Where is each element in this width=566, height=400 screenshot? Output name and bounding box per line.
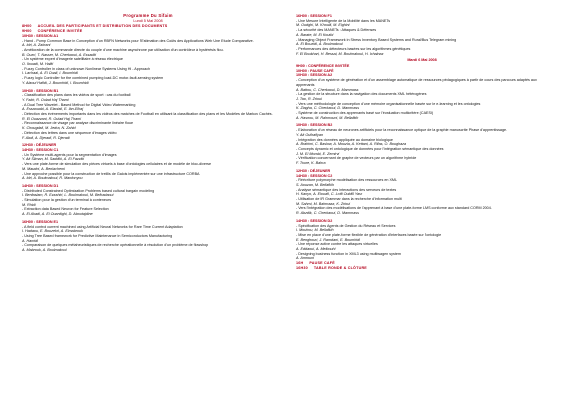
program-title: Programme Du Sifaim: [123, 13, 173, 18]
paper-title: - La sécurité des MANETs : Attaques & Défenses: [296, 28, 377, 33]
invited-talk-slot: 9H00 : CONFÉRENCE INVITÉE: [296, 64, 350, 69]
paper-authors: I. Lachaal, A. El Ouali, I. Boumhidi: [22, 71, 78, 76]
paper-title: - Managing Object Framework in Stress Inventory Based Systems and Rural/Bus Telegram mining: [296, 37, 457, 42]
session-heading: 10H30 : SESSION B2: [296, 123, 333, 128]
paper-title: - Hand - Pump Common Base in Conception d'un RBFN Networks pour l'Estimation des Coûts des Applications Web Une Etude Comparative.: [22, 38, 254, 43]
paper-authors: A. Barate, M. El Koutbi: [296, 32, 334, 37]
paper-title: - Designing business function in XML3 using multiwagen system: [296, 251, 401, 256]
session-heading: 16H00 : SESSION E1: [22, 219, 59, 224]
day-heading: Mardi 6 Mai 2008: [407, 58, 437, 63]
paper-authors: O. Ilouadi, M. Haliti: [22, 62, 54, 67]
paper-title: - Analyse sémantique des interactions des serveurs de textes: [296, 187, 397, 192]
paper-title: - Vérification concernant de graphe de vecteurs par un algorithme hybride: [296, 156, 417, 161]
closing-slot-2: [296, 266, 548, 271]
paper-title: - Détection des lettres dans une séquence d'images vidéo: [22, 130, 117, 135]
paper-authors: A. Eddaoui, A. Melbouhi: [296, 247, 336, 252]
program-date: Lundi 5 Mai 2008: [133, 18, 163, 23]
slot-time: 16H: [296, 261, 304, 266]
slot-time: 8H00: [22, 24, 32, 29]
paper-authors: A. Hamidi: [22, 238, 38, 243]
paper-authors: A. El Akadi, A. El Ouardighi, D. Aboutajdine: [22, 212, 93, 217]
paper-authors: A. Essaouabi, A. Elaoiali, E. Ibn-Elhaj: [22, 107, 84, 112]
paper-authors: K. Ziagha, C. Cherkaoui, D. Mammass: [296, 106, 360, 111]
paper-title: - Mise en place d'une plate-forme flexible de génération d'interfaces basée sur l'ontologie: [296, 232, 442, 237]
paper-title: - Une Mesure Intelligente de la Mobilité dans les MANETs: [296, 18, 391, 23]
paper-title: - Une réponse active contre les attaques virtuelles: [296, 242, 378, 247]
paper-title: - A field control current machined using Artificial Neural Networks for Rare Time Current Adaptation: [22, 224, 183, 229]
paper-authors: R. El Ouazzani, R. Oulad Haj Thami: [22, 116, 82, 121]
paper-authors: K. Chougdali, M. Jedra, N. Zahid: [22, 126, 76, 131]
slot-time: 16H30: [296, 265, 308, 270]
session-heading: 14H30 : SESSION D1: [22, 183, 59, 188]
paper-authors: A. Battou, C. Cherkaoui, D. Mammass: [296, 87, 359, 92]
paper-title: - Intégration des données appliquée au domaine biologique: [296, 137, 393, 142]
paper-title: - Extraction data Based Neuron for Feature Selection: [22, 207, 109, 212]
paper-authors: J. M. El Morabi, E. Zemirvi: [296, 151, 340, 156]
paper-authors: I. Mouhou, M. Bellafkih: [296, 228, 334, 233]
session-heading: 10H30 : SESSION B1: [22, 88, 59, 93]
paper-title: - Conception d'un système de génération et d'un assemblage automatique de ressources pédagogiques à partir de cours des parcours adaptés aux apprenants: [296, 78, 537, 87]
paper-authors: E. Benghouri, J. Ramdani, E. Boumhidi: [296, 237, 360, 242]
paper-title: - Réécriture polymorphe modélisation des ressources en XML: [296, 178, 398, 183]
paper-title: - Fuzzy Controller in class of unknown Nonlinear Systems Using Hi - Approach: [22, 66, 151, 71]
paper-authors: A. Amrouni: [296, 256, 315, 261]
paper-title: - Comparaison de quelques métaheuristiques de recherche opérationnelle à résolution d'un problème de flowshop: [22, 243, 209, 248]
paper-authors: R. Abzdik, C. Cherkaoui, D. Mammass: [296, 211, 359, 216]
paper-authors: M. Maudni, A. Benlachemi: [22, 166, 65, 171]
paper-authors: M. Rhidi: [22, 202, 36, 207]
paper-authors: Y. Ait Oulhafiyan: [296, 132, 323, 137]
paper-title: - La gestion de la structure dans la navigation des documents XML hétérogènes: [296, 92, 427, 97]
paper-authors: M. Oudghi, M. Khouili, M. Elghini: [296, 23, 350, 28]
paper-title: - Spécification des Agents de Gestion du Réseau et Services: [296, 223, 396, 228]
paper-title: - Concepts dynamic et ontologique de données pour l'intégration sémantique des données: [296, 146, 444, 151]
slot-label: TABLE RONDE & CLÔTURE: [313, 265, 367, 270]
paper-title: - Performances des détecteurs basées sur les algorithmes génétiques: [296, 46, 411, 51]
paper-authors: Y. Ait Sliman, M. Saddiki, A. El Fazziki: [22, 157, 85, 162]
lunch-slot: 12H30 : DÉJEUNER: [22, 143, 57, 148]
paper-title: - Simulation pour la gestion d'un terminal à conteneurs: [22, 198, 112, 203]
paper-title: - Un Système multi-agents pour la segmentation d'images: [22, 152, 117, 157]
paper-title: - Vers une méthodologie de conception d'une mémoire organisationnelle basée sur le e-learning et les ontologies: [296, 101, 481, 106]
slot-time: 9H00: [22, 29, 32, 34]
paper-title: - Reconnaissance de visage par analyse discriminante linéaire floue: [22, 121, 134, 126]
paper-authors: A. Idri, A. Boulmakoul, R. Mardonyou: [22, 176, 83, 181]
paper-title: - Distributed Constrained Optimization Problems based cultural bargain modeling: [22, 188, 155, 193]
paper-authors: I. Benfaslam, R. Ezzahiri, L. Boulmakoul, M. Belhadaoui: [22, 193, 114, 198]
paper-authors: A. Idri, A. Zakrani: [22, 43, 51, 48]
paper-title: - Une approche possible pour la construction de treillis de Galois implémentée sur une infrastructure CORBA: [22, 171, 200, 176]
paper-title: - Vers l'intégration des modélisations de l'apprenant à base d'une plate-forme LMS conforme aux standard CORM 2004.: [296, 206, 492, 211]
paper-title: - Fuzzy logic Controller for the combined pumping load-DC motor-fault-sensing system: [22, 76, 164, 81]
paper-authors: A. Mabrouk, A. Boulmakoul: [22, 248, 67, 253]
paper-title: - Détection des événements importants dans les vidéos des matches de Football en utilisant la classification des plans et les Modèles de Markov Cachés.: [22, 112, 273, 117]
paper-authors: M. Sahmi, M. Bahmaaz, K. Zrioui: [296, 201, 351, 206]
paper-title: - A Dual Tree Wavelet - Based Method for Digital Video Watermarking: [22, 102, 136, 107]
paper-title: - Elaboration d'un réseau de neurones artificiels pour la reconnaissance optique de la graphie manuscrite Phase d'apprentissage.: [296, 128, 508, 133]
paper-title: - Using Tree Based framework for Predictive Maintenance in Semiconductors Manufacturing: [22, 233, 173, 238]
paper-title: - Utilisation de IR Grammar dans la recherche d'information multi: [296, 197, 402, 202]
session-heading: 14H30 : SESSION D2: [296, 218, 333, 223]
slot-label: ACCUEIL DES PARTICIPANTS ET DISTRIBUTION DES DOCUMENTS: [37, 24, 168, 29]
paper-authors: I. Hadaou, E. Bouzekri, A. Elmabrouk: [22, 229, 83, 234]
paper-authors: A. Brahimi, C. Baslow, A. Mouzia, A. Kettani, A. Rifas, O. Boughaza: [296, 142, 407, 147]
paper-title: - Systéme de construction des apprenants basé sur l'évaluation multicritère (CAESI): [296, 111, 434, 116]
paper-authors: A. Hasnou, M. Rahmouni, M. Bellafkih: [296, 115, 359, 120]
slot-label: CONFÉRENCE INVITÉE: [37, 29, 83, 34]
session-heading: 10H30 : SESSION A2: [296, 73, 333, 78]
left-column: [22, 14, 274, 253]
paper-authors: Y. Alaoui Hafidi, J. Boumhidi, I. Boumhidi: [22, 80, 89, 85]
session-heading: 16H00 : SESSION F1: [296, 14, 332, 18]
paper-authors: B. Ouzri, T. Nasser, M. Cherkaoui, A. Essadki: [22, 52, 97, 57]
paper-authors: J. Tao, R. Zrioui: [296, 96, 322, 101]
paper-authors: S. Aouzan, M. Bellafkih: [296, 182, 334, 187]
paper-authors: F. Abdi, A. Djeradi, R. Djeradi: [22, 135, 70, 140]
paper-authors: H. Kanyo, A. Elouafi, C. Lotfi Ouldill Yasr: [296, 192, 363, 197]
paper-authors: F. El Boukhari, H. Bessai, M. Boulmakoul, H. Ichalnaz: [296, 51, 384, 56]
paper-authors: F. Toure, K. Bahra: [296, 161, 326, 166]
session-heading: 14H30 : SESSION C2: [296, 173, 333, 178]
paper-title: - Un système expert d'imagerie satellitaire à réseau électrique: [22, 57, 123, 62]
lunch-slot: 12H30 : DÉJEUNER: [296, 168, 331, 173]
paper-title: - Vers une plate-forme de simulation des pièces virtuels à base d'ontologies cellulaires et de modèle de bloc-diverse: [22, 162, 212, 167]
paper-authors: Y. Fakir, R. Oulad Haj Thami: [22, 97, 69, 102]
slot-label: PAUSE CAFÉ: [309, 261, 335, 266]
session-heading: 14H30 : SESSION C1: [22, 147, 59, 152]
session-heading: 10H30 : SESSION A1: [22, 33, 59, 38]
paper-title: - Classification des plans dans les vidéos de sport : cas du football: [22, 93, 131, 98]
paper-authors: A. El Bouzidi, A. Boulmakoul: [296, 42, 343, 47]
paper-title: - Amélioration de la commande directe du couple d'une machine asynchrone par utilisation d'un contrôleur à hystérésis flou.: [22, 47, 224, 52]
right-column: [296, 14, 548, 271]
coffee-break-slot: 10H00 : PAUSE CAFÉ: [296, 68, 334, 73]
